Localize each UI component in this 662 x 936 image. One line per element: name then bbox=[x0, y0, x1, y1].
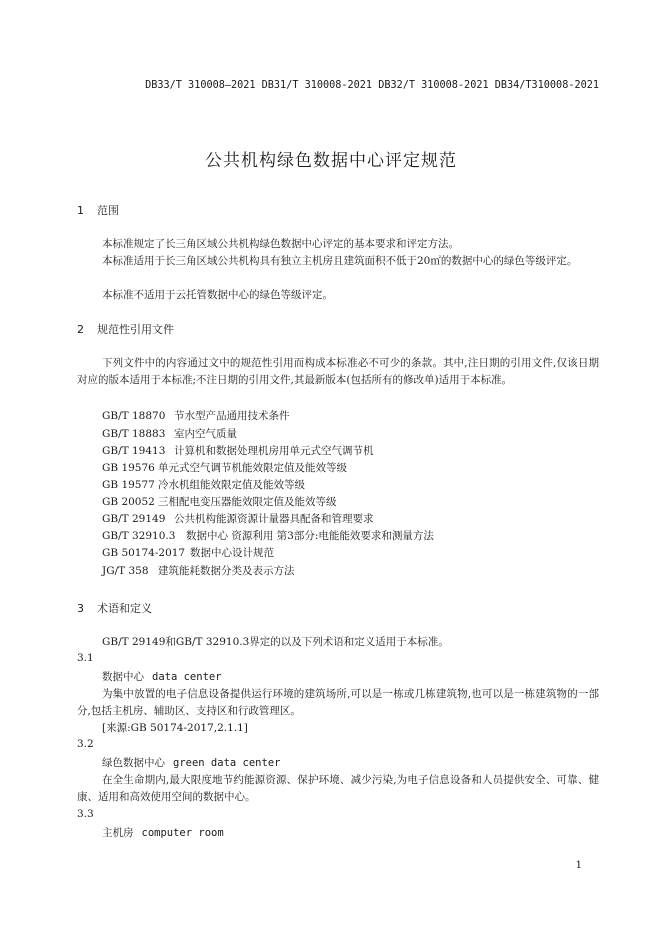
section-number: 3 bbox=[77, 602, 84, 615]
term-number: 3.1 bbox=[77, 652, 94, 664]
term-definition: 在全生命期内,最大限度地节约能源资源、保护环境、减少污染,为电子信息设备和人员提供安全、可靠、健康、适用和高效使用空间的数据中心。 bbox=[77, 774, 599, 803]
reference-name: 三相配电变压器能效限定值及能效等级 bbox=[158, 496, 337, 508]
reference-code: GB 19576 bbox=[102, 462, 155, 474]
reference-item bbox=[102, 563, 295, 578]
reference-name: 计算机和数据处理机房用单元式空气调节机 bbox=[174, 445, 374, 457]
reference-code: JG/T 358 bbox=[102, 565, 149, 577]
term-heading bbox=[102, 825, 224, 840]
reference-code: GB/T 29149 bbox=[102, 513, 166, 525]
section-title: 术语和定义 bbox=[97, 602, 152, 615]
reference-item bbox=[102, 477, 305, 492]
term-en: green data center bbox=[173, 757, 281, 769]
term-zh: 绿色数据中心 bbox=[102, 757, 165, 769]
section-number: 1 bbox=[77, 204, 84, 217]
reference-name: 数据中心 资源利用 第3部分:电能能效要求和测量方法 bbox=[186, 530, 434, 542]
reference-code: GB/T 19413 bbox=[102, 445, 166, 457]
reference-name: 公共机构能源资源计量器具配备和管理要求 bbox=[174, 513, 374, 525]
section-1-paragraph-1: 本标准规定了长三角区域公共机构绿色数据中心评定的基本要求和评定方法。 bbox=[102, 238, 459, 250]
reference-item bbox=[102, 443, 374, 458]
section-1-heading bbox=[77, 202, 119, 218]
reference-item bbox=[102, 545, 274, 560]
reference-name: 建筑能耗数据分类及表示方法 bbox=[158, 565, 295, 577]
section-2-intro: 下列文件中的内容通过文中的规范性引用而构成本标准必不可少的条款。其中,注日期的引用文件,仅该日期对应的版本适用于本标准;不注日期的引用文件,其最新版本(包括所有的修改单)适用于本标准。 bbox=[77, 357, 599, 386]
section-1-paragraph-3: 本标准不适用于云托管数据中心的绿色等级评定。 bbox=[102, 289, 333, 301]
section-title: 规范性引用文件 bbox=[97, 323, 174, 336]
reference-item bbox=[102, 528, 434, 543]
section-title: 范围 bbox=[97, 204, 119, 217]
term-en: computer room bbox=[141, 827, 224, 839]
reference-code: GB 50174-2017 bbox=[102, 547, 186, 559]
section-1-paragraph-2: 本标准适用于长三角区域公共机构具有独立主机房且建筑面积不低于20㎡的数据中心的绿色等级评定。 bbox=[102, 255, 578, 267]
reference-code: GB/T 18870 bbox=[102, 410, 166, 422]
reference-name: 数据中心设计规范 bbox=[190, 547, 274, 559]
section-number: 2 bbox=[77, 323, 84, 336]
term-definition: 为集中放置的电子信息设备提供运行环境的建筑场所,可以是一栋或几栋建筑物,也可以是一栋建筑物的一部分,包括主机房、辅助区、支持区和行政管理区。 bbox=[77, 688, 599, 717]
term-heading bbox=[102, 669, 222, 684]
reference-name: 单元式空气调节机能效限定值及能效等级 bbox=[158, 462, 347, 474]
reference-item bbox=[102, 494, 337, 509]
term-number: 3.3 bbox=[77, 808, 94, 820]
document-header: DB33/T 310008—2021 DB31/T 310008-2021 DB32/T 310008-2021 DB34/T310008-2021 bbox=[145, 80, 599, 91]
document-title: 公共机构绿色数据中心评定规范 bbox=[205, 151, 457, 171]
reference-item bbox=[102, 408, 290, 423]
reference-code: GB/T 32910.3 bbox=[102, 530, 176, 542]
term-zh: 主机房 bbox=[102, 827, 134, 839]
reference-item bbox=[102, 460, 347, 475]
reference-name: 室内空气质量 bbox=[174, 428, 237, 440]
reference-code: GB 19577 bbox=[102, 479, 155, 491]
page-number: 1 bbox=[575, 860, 582, 871]
term-number: 3.2 bbox=[77, 738, 94, 750]
reference-code: GB/T 18883 bbox=[102, 428, 166, 440]
term-source: [来源:GB 50174-2017,2.1.1] bbox=[102, 722, 248, 734]
reference-name: 冷水机组能效限定值及能效等级 bbox=[158, 479, 305, 491]
term-en: data center bbox=[152, 671, 222, 683]
section-3-heading bbox=[77, 600, 152, 616]
section-3-intro: GB/T 29149和GB/T 32910.3界定的以及下列术语和定义适用于本标准。 bbox=[102, 636, 449, 648]
reference-code: GB 20052 bbox=[102, 496, 155, 508]
reference-name: 节水型产品通用技术条件 bbox=[174, 410, 290, 422]
term-heading bbox=[102, 755, 280, 770]
section-2-heading bbox=[77, 321, 174, 337]
reference-item bbox=[102, 426, 237, 441]
term-zh: 数据中心 bbox=[102, 671, 144, 683]
reference-item bbox=[102, 511, 374, 526]
